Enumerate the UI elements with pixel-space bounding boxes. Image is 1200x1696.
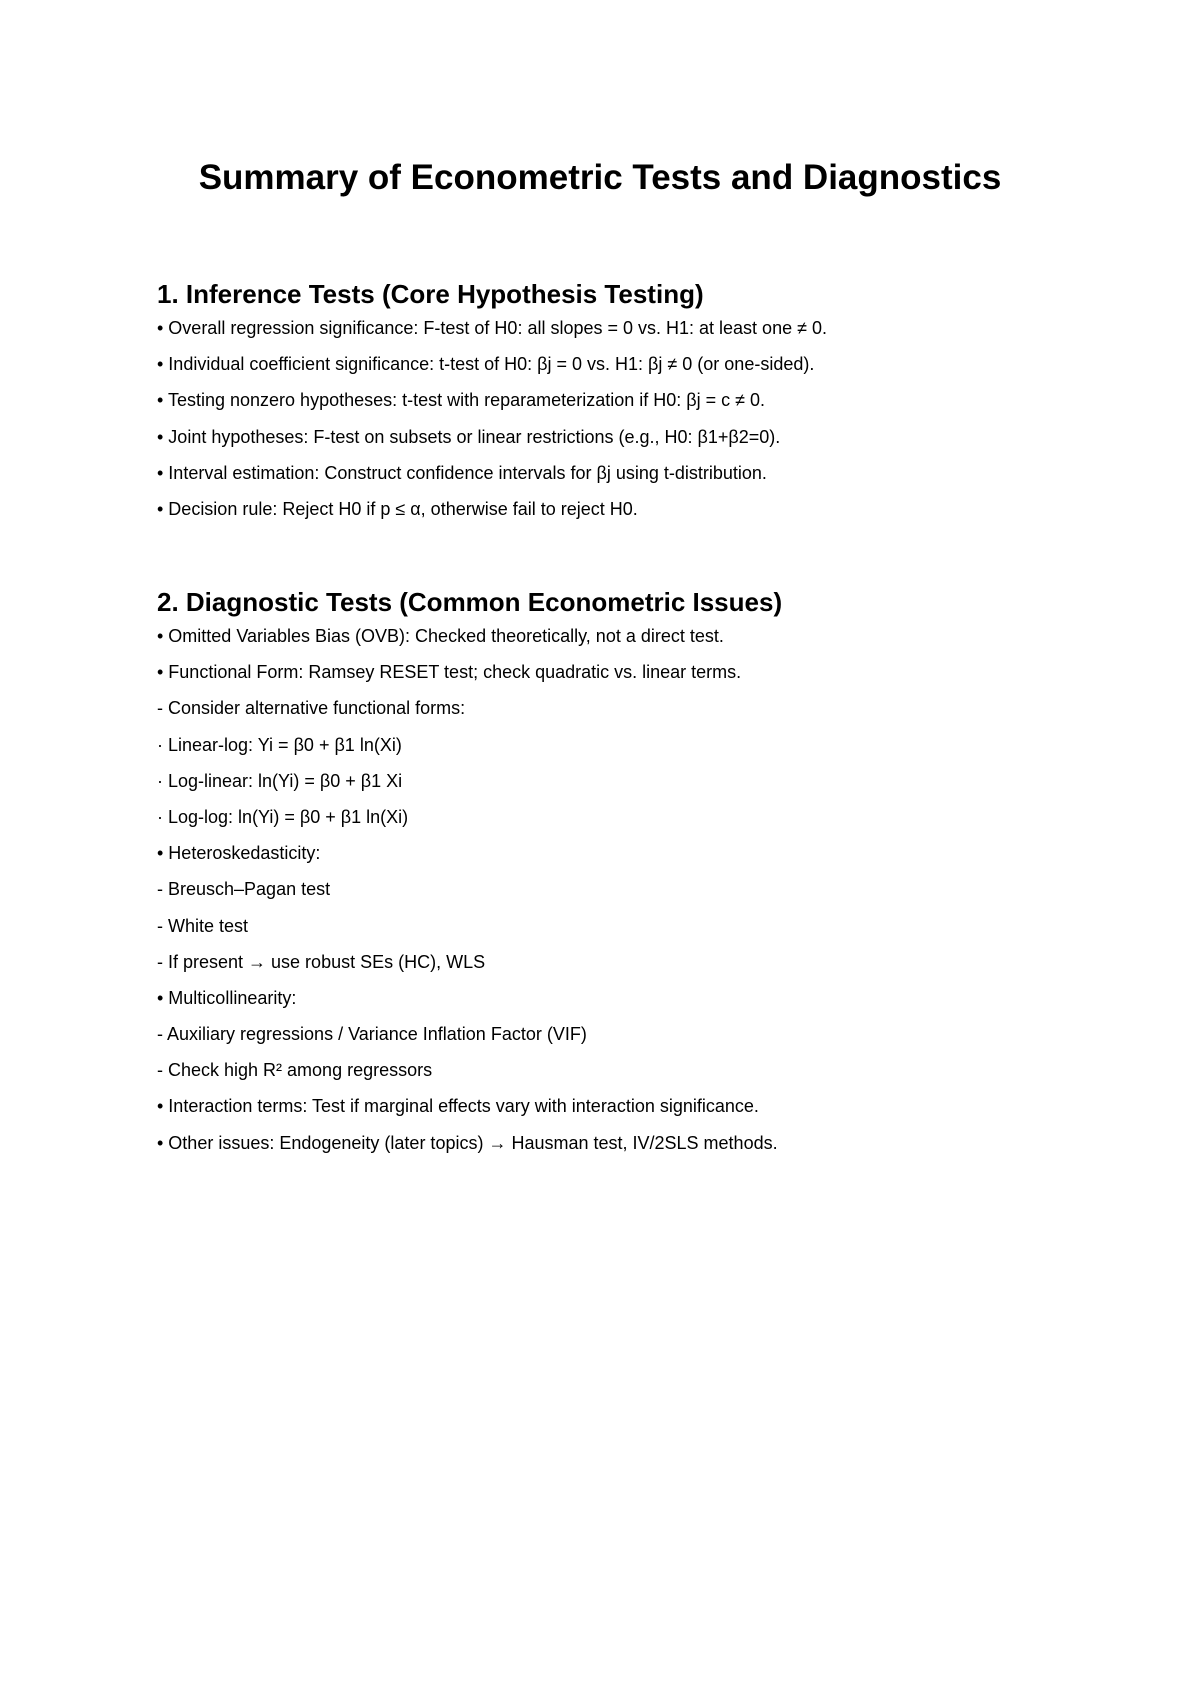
list-item: • Overall regression significance: F-test of H0: all slopes = 0 vs. H1: at least one ≠ 0. [157,318,827,338]
list-item: • Joint hypotheses: F-test on subsets or linear restrictions (e.g., H0: β1+β2=0). [157,426,781,447]
list-item: · Log-log: ln(Yi) = β0 + β1 ln(Xi) [157,806,409,827]
section-diagnostic-tests [157,586,1147,1167]
list-item: • Testing nonzero hypotheses: t-test with reparameterization if H0: βj = c ≠ 0. [157,390,765,411]
list-item: • Multicollinearity: [157,987,297,1008]
list-item: - Consider alternative functional forms: [157,698,466,719]
list-item: • Decision rule: Reject H0 if p ≤ α, otherwise fail to reject H0. [157,498,638,519]
page-title: Summary of Econometric Tests and Diagnostics [198,158,1002,197]
section-heading: 1. Inference Tests (Core Hypothesis Testing) [157,279,704,309]
list-item: • Functional Form: Ramsey RESET test; check quadratic vs. linear terms. [157,662,742,683]
list-item: • Interval estimation: Construct confidence intervals for βj using t-distribution. [157,462,767,483]
list-item: • Other issues: Endogeneity (later topics) → Hausman test, IV/2SLS methods. [157,1132,778,1153]
list-item: • Omitted Variables Bias (OVB): Checked theoretically, not a direct test. [157,626,724,646]
section-heading: 2. Diagnostic Tests (Common Econometric Issues) [157,587,783,617]
list-item: · Linear-log: Yi = β0 + β1 ln(Xi) [157,734,402,755]
list-item: - White test [157,915,249,936]
list-item: • Heteroskedasticity: [157,843,321,864]
list-item: - Check high R² among regressors [157,1060,433,1081]
list-item: - If present → use robust SEs (HC), WLS [157,951,486,972]
list-item: - Breusch–Pagan test [157,879,331,900]
list-item: • Interaction terms: Test if marginal effects vary with interaction significance. [157,1096,759,1117]
section-inference-tests [157,278,1147,533]
list-item: · Log-linear: ln(Yi) = β0 + β1 Xi [157,770,403,791]
list-item: - Auxiliary regressions / Variance Inflation Factor (VIF) [157,1024,587,1045]
list-item: • Individual coefficient significance: t-test of H0: βj = 0 vs. H1: βj ≠ 0 (or one-sided). [157,354,815,375]
